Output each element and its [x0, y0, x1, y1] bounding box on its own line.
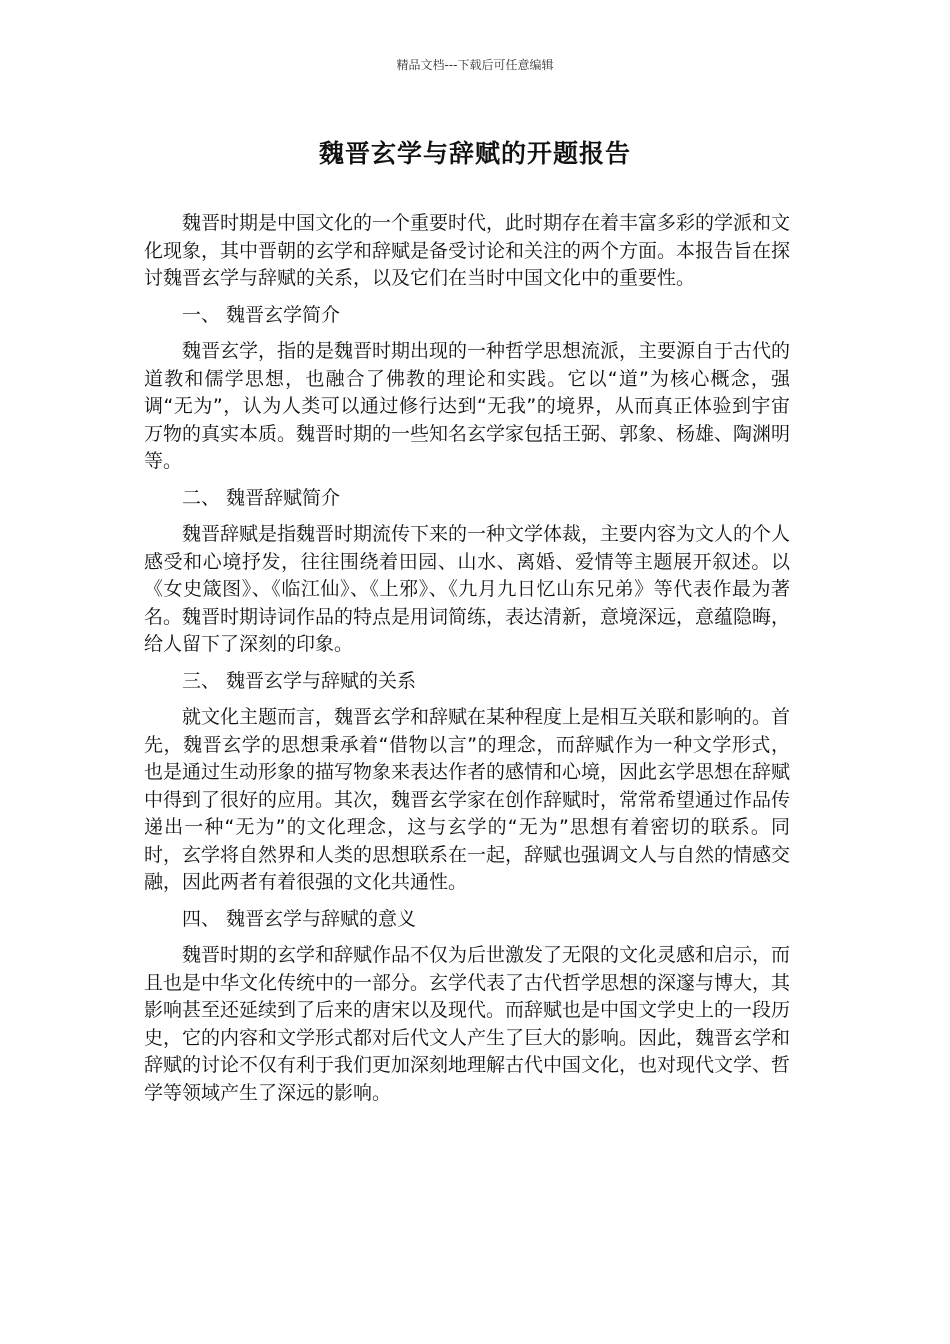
section-heading-2: 二、 魏晋辞赋简介 [182, 486, 341, 509]
section-1-paragraph: 魏晋玄学，指的是魏晋时期出现的一种哲学思想流派，主要源自于古代的道教和儒学思想，也融合了佛教的理论和实践。它以“道”为核心概念，强调“无为”，认为人类可以通过修行达到“无我”的境界，从而真正体验到宇宙万物的真实本质。魏晋时期的一些知名玄学家包括王弼、郭象、杨雄、陶渊明等。 [144, 340, 791, 472]
section-4-paragraph: 魏晋时期的玄学和辞赋作品不仅为后世激发了无限的文化灵感和启示，而且也是中华文化传统中的一部分。玄学代表了古代哲学思想的深邃与博大，其影响甚至还延续到了后来的唐宋以及现代。而辞赋也是中国文学史上的一段历史，它的内容和文学形式都对后代文人产生了巨大的影响。因此，魏晋玄学和辞赋的讨论不仅有利于我们更加深刻地理解古代中国文化，也对现代文学、哲学等领域产生了深远的影响。 [144, 944, 791, 1104]
section-heading-1: 一、 魏晋玄学简介 [182, 303, 341, 326]
page-header: 精品文档---下载后可任意编辑 [396, 58, 554, 72]
intro-paragraph: 魏晋时期是中国文化的一个重要时代，此时期存在着丰富多彩的学派和文化现象，其中晋朝的玄学和辞赋是备受讨论和关注的两个方面。本报告旨在探讨魏晋玄学与辞赋的关系，以及它们在当时中国文化中的重要性。 [144, 212, 791, 289]
section-heading-4: 四、 魏晋玄学与辞赋的意义 [182, 907, 417, 930]
section-3-paragraph: 就文化主题而言，魏晋玄学和辞赋在某种程度上是相互关联和影响的。首先，魏晋玄学的思想秉承着“借物以言”的理念，而辞赋作为一种文学形式，也是通过生动形象的描写物象来表达作者的感情和心境，因此玄学思想在辞赋中得到了很好的应用。其次，魏晋玄学家在创作辞赋时，常常希望通过作品传递出一种“无为”的文化理念，这与玄学的“无为”思想有着密切的联系。同时，玄学将自然界和人类的思想联系在一起，辞赋也强调文人与自然的情感交融，因此两者有着很强的文化共通性。 [144, 706, 791, 893]
document-body [144, 210, 790, 1116]
document-title: 魏晋玄学与辞赋的开题报告 [318, 139, 631, 168]
section-2-paragraph: 魏晋辞赋是指魏晋时期流传下来的一种文学体裁，主要内容为文人的个人感受和心境抒发，往往围绕着田园、山水、离婚、爱情等主题展开叙述。以《女史箴图》、《临江仙》、《上邪》、《九月九日忆山东兄弟》等代表作最为著名。魏晋时期诗词作品的特点是用词简练，表达清新，意境深远，意蕴隐晦，给人留下了深刻的印象。 [144, 523, 791, 655]
section-heading-3: 三、 魏晋玄学与辞赋的关系 [182, 669, 417, 692]
